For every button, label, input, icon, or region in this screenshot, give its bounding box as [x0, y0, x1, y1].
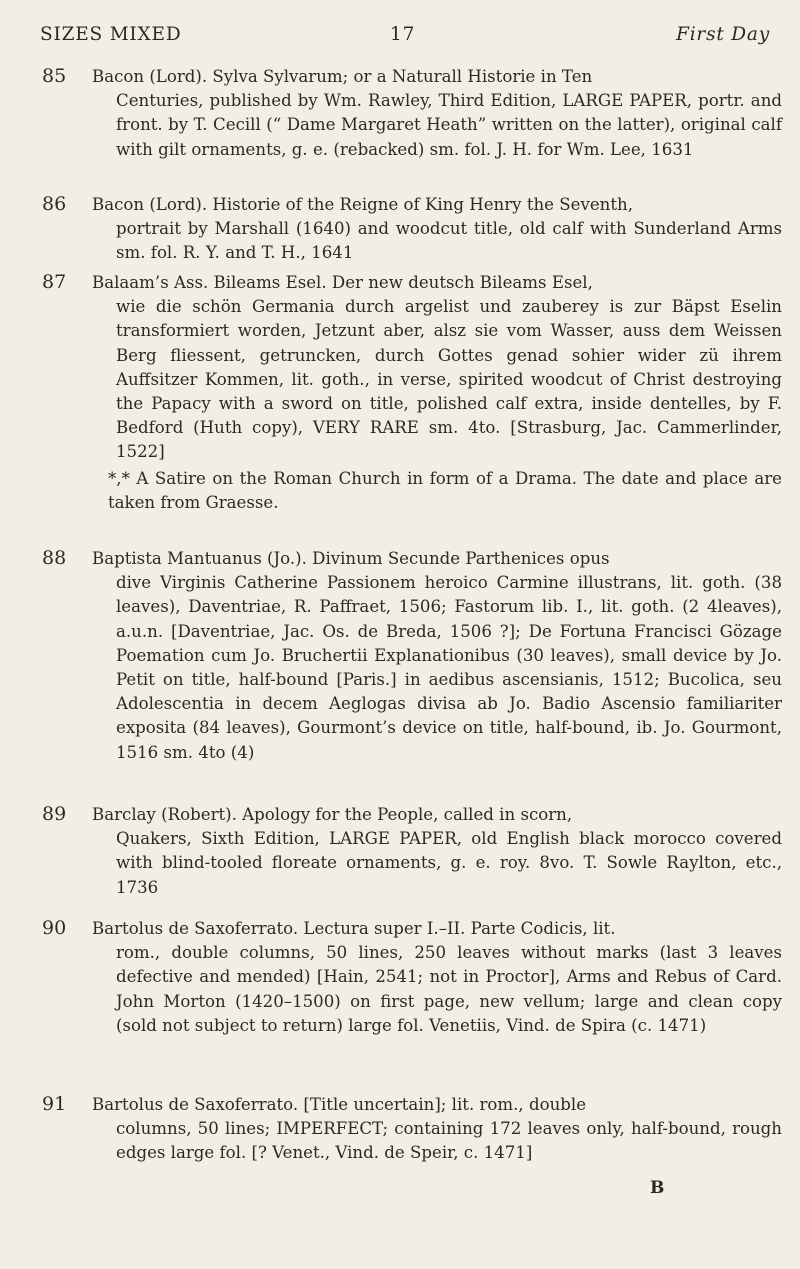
header-left: SIZES MIXED: [40, 24, 182, 45]
entry-continuation: portrait by Marshall (1640) and woodcut title, old calf with Sunderland Arms sm. fol. R. Y. and T. H., 1641: [116, 219, 782, 263]
entry-continuation: dive Virginis Catherine Passionem heroico Carmine illustrans, lit. goth. (38 leaves), Daventriae, R. Paffraet, 1506; Fastorum lib. I., lit. goth. (2 4leaves), a.u.n. [Daventriae, Jac. Os. de Breda, 1506 ?]; De Fortuna Francisci Gözage Poemation cum Jo. Bruchertii Explanationibus (30 leaves), small device by Jo. Petit on title, half-bound [Paris.] in aedibus ascensianis, 1512; Bucolica, seu Adolescentia in decem Aeglogas divisa ab Jo. Badio Ascensio familiariter exposita (84 leaves), Gourmont’s device on title, half-bound, ib. Jo. Gourmont, 1516 sm. 4to (4): [116, 573, 782, 762]
entry-continuation: Quakers, Sixth Edition, LARGE PAPER, old English black morocco covered with blind-tooled floreate ornaments, g. e. roy. 8vo. T. Sowle Raylton, etc., 1736: [116, 829, 782, 897]
entry-first-line: Bartolus de Saxoferrato. Lectura super I.–II. Parte Codicis, lit.: [92, 919, 616, 938]
page-number: 17: [390, 24, 416, 45]
entry-number: 91: [42, 1093, 67, 1115]
entry-number: 85: [42, 65, 67, 87]
running-header: [40, 24, 770, 54]
entry-number: 87: [42, 271, 67, 293]
entry-number: 86: [42, 193, 67, 215]
entry-text: [92, 271, 782, 515]
entry-text: [92, 803, 782, 900]
header-right: First Day: [676, 24, 770, 45]
entry-note: *,* A Satire on the Roman Church in form of a Drama. The date and place are taken from Graesse.: [108, 468, 782, 512]
entry-continuation: wie die schön Germania durch argelist und zauberey is zur Bäpst Eselin transformiert worden, Jetzunt aber, alsz sie vom Wasser, auss dem Weissen Berg fliessent, getruncken, durch Gottes genad sohier wider zü ihrem Auffsitzer Kommen, lit. goth., in verse, spirited woodcut of Christ destroying the Papacy with a sword on title, polished calf extra, inside dentelles, by F. Bedford (Huth copy), VERY RARE sm. 4to. [Strasburg, Jac. Cammerlinder, 1522]: [116, 297, 782, 462]
entry-first-line: Balaam’s Ass. Bileams Esel. Der new deutsch Bileams Esel,: [92, 273, 593, 292]
entry-first-line: Bartolus de Saxoferrato. [Title uncertain]; lit. rom., double: [92, 1095, 587, 1114]
entry-number: 88: [42, 547, 67, 569]
entry-text: [92, 547, 782, 765]
entry-first-line: Baptista Mantuanus (Jo.). Divinum Secunde Parthenices opus: [92, 549, 610, 568]
entry-text: [92, 65, 782, 162]
entry-number: 89: [42, 803, 67, 825]
entry-continuation: columns, 50 lines; IMPERFECT; containing 172 leaves only, half-bound, rough edges large fol. [? Venet., Vind. de Speir, c. 1471]: [116, 1119, 782, 1163]
entry-text: [92, 193, 782, 266]
entry-first-line: Bacon (Lord). Sylva Sylvarum; or a Naturall Historie in Ten: [92, 67, 593, 86]
entry-continuation: rom., double columns, 50 lines, 250 leaves without marks (last 3 leaves defective and mended) [Hain, 2541; not in Proctor], Arms and Rebus of Card. John Morton (1420–1500) on first page, new vellum; large and clean copy (sold not subject to return) large fol. Venetiis, Vind. de Spira (c. 1471): [116, 943, 782, 1035]
entry-text: [92, 917, 782, 1038]
entry-text: [92, 1093, 782, 1166]
signature-mark: B: [650, 1178, 665, 1198]
entry-number: 90: [42, 917, 67, 939]
entry-continuation: Centuries, published by Wm. Rawley, Third Edition, LARGE PAPER, portr. and front. by T. Cecill (“ Dame Margaret Heath” written on the latter), original calf with gilt ornaments, g. e. (rebacked) sm. fol. J. H. for Wm. Lee, 1631: [116, 91, 782, 159]
entry-first-line: Bacon (Lord). Historie of the Reigne of King Henry the Seventh,: [92, 195, 633, 214]
entry-first-line: Barclay (Robert). Apology for the People, called in scorn,: [92, 805, 573, 824]
